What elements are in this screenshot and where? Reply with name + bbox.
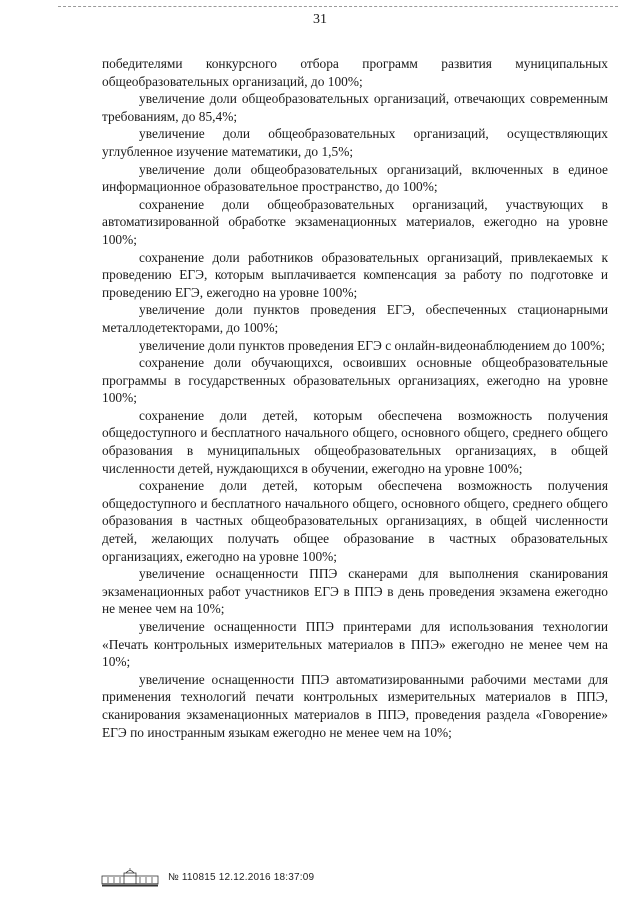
paragraph: сохранение доли общеобразовательных организаций, участвующих в автоматизированной обработке экзаменационных материалов, ежегодно на уровне 100%; xyxy=(102,196,608,247)
paragraph: победителями конкурсного отбора программ развития муниципальных общеобразовательных организаций, до 100%; xyxy=(102,56,608,89)
document-body xyxy=(102,55,608,741)
paragraph: увеличение оснащенности ППЭ автоматизированными рабочими местами для применения технологий печати контрольных измерительных материалов в ППЭ, сканирования экзаменационных материалов в ППЭ, проведения раздела «Говорение» ЕГЭ по иностранным языкам ежегодно не менее чем на 10%; xyxy=(102,671,608,740)
paragraph: сохранение доли обучающихся, освоивших основные общеобразовательные программы в государственных образовательных организациях, ежегодно на уровне 100%; xyxy=(102,355,608,406)
paragraph: увеличение оснащенности ППЭ сканерами для выполнения сканирования экзаменационных работ участников ЕГЭ в ППЭ в день проведения экзамена ежегодно не менее чем на 10%; xyxy=(102,566,608,617)
paragraph: увеличение доли пунктов проведения ЕГЭ с онлайн-видеонаблюдением до 100%; xyxy=(139,337,606,353)
government-building-icon xyxy=(100,867,160,887)
paragraph: увеличение оснащенности ППЭ принтерами для использования технологии «Печать контрольных измерительных материалов в ППЭ» ежегодно не менее чем на 10%; xyxy=(102,619,608,670)
top-edge-line xyxy=(58,6,618,7)
paragraph: сохранение доли детей, которым обеспечена возможность получения общедоступного и бесплатного начального общего, основного общего, среднего общего образования в муниципальных общеобразовательных организациях, в общей численности детей, нуждающихся в обучении, ежегодно на уровне 100%; xyxy=(102,407,608,476)
paragraph: увеличение доли пунктов проведения ЕГЭ, обеспеченных стационарными металлодетекторами, до 100%; xyxy=(102,302,608,335)
paragraph: увеличение доли общеобразовательных организаций, включенных в единое информационное образовательное пространство, до 100%; xyxy=(102,161,608,195)
paragraph: сохранение доли детей, которым обеспечена возможность получения общедоступного и бесплатного начального общего, основного общего, среднего общего образования в частных общеобразовательных организациях, в общей численности детей, желающих получать общее образование в частных образовательных организациях, ежегодно на уровне 100%; xyxy=(102,478,608,564)
paragraph: увеличение доли общеобразовательных организаций, отвечающих современным требованиям, до 85,4%; xyxy=(102,91,608,124)
paragraph: сохранение доли работников образовательных организаций, привлекаемых к проведению ЕГЭ, которым выплачивается компенсация за работу по подготовке и проведению ЕГЭ, ежегодно на уровне 100%; xyxy=(102,249,608,300)
document-stamp: № 110815 12.12.2016 18:37:09 xyxy=(168,871,315,883)
page-number: 31 xyxy=(313,12,327,27)
paragraph: увеличение доли общеобразовательных организаций, осуществляющих углубленное изучение математики, до 1,5%; xyxy=(102,126,608,159)
document-footer xyxy=(100,866,314,888)
